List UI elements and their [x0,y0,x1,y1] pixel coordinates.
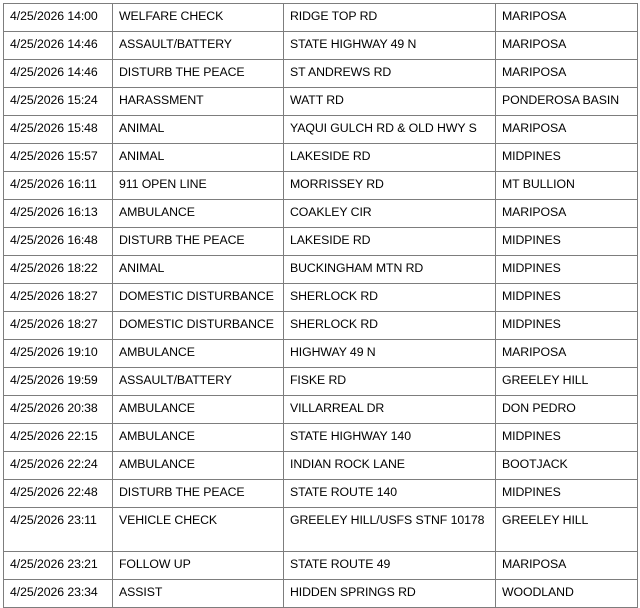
table-row [4,452,638,480]
cell-location: GREELEY HILL/USFS STNF 10178 [284,508,496,552]
cell-datetime: 4/25/2026 22:24 [4,452,113,480]
cell-call-type: ANIMAL [113,116,284,144]
cell-call-type: AMBULANCE [113,424,284,452]
table-row [4,312,638,340]
cell-call-type: 911 OPEN LINE [113,172,284,200]
cell-call-type: ANIMAL [113,256,284,284]
cell-location: FISKE RD [284,368,496,396]
cell-area: MARIPOSA [496,60,638,88]
cell-call-type: AMBULANCE [113,452,284,480]
cell-area: GREELEY HILL [496,508,638,552]
cell-location: SHERLOCK RD [284,312,496,340]
cell-location: SHERLOCK RD [284,284,496,312]
cell-call-type: DOMESTIC DISTURBANCE [113,284,284,312]
cell-location: STATE ROUTE 49 [284,552,496,580]
cell-area: MIDPINES [496,284,638,312]
cell-datetime: 4/25/2026 19:10 [4,340,113,368]
cell-location: LAKESIDE RD [284,228,496,256]
cell-call-type: DISTURB THE PEACE [113,60,284,88]
cell-datetime: 4/25/2026 23:34 [4,580,113,608]
cell-area: MARIPOSA [496,4,638,32]
call-log-table [3,3,638,608]
cell-call-type: AMBULANCE [113,200,284,228]
cell-call-type: WELFARE CHECK [113,4,284,32]
cell-location: HIDDEN SPRINGS RD [284,580,496,608]
cell-datetime: 4/25/2026 18:27 [4,312,113,340]
cell-area: MARIPOSA [496,552,638,580]
table-row [4,480,638,508]
cell-area: MARIPOSA [496,200,638,228]
cell-location: STATE HIGHWAY 49 N [284,32,496,60]
cell-datetime: 4/25/2026 18:27 [4,284,113,312]
cell-location: COAKLEY CIR [284,200,496,228]
cell-location: WATT RD [284,88,496,116]
cell-area: MIDPINES [496,480,638,508]
cell-area: DON PEDRO [496,396,638,424]
cell-datetime: 4/25/2026 15:48 [4,116,113,144]
cell-area: GREELEY HILL [496,368,638,396]
cell-datetime: 4/25/2026 20:38 [4,396,113,424]
cell-datetime: 4/25/2026 18:22 [4,256,113,284]
cell-location: STATE ROUTE 140 [284,480,496,508]
table-row [4,228,638,256]
cell-area: MIDPINES [496,312,638,340]
table-row [4,144,638,172]
cell-location: VILLARREAL DR [284,396,496,424]
cell-area: MIDPINES [496,228,638,256]
cell-location: RIDGE TOP RD [284,4,496,32]
table-row [4,4,638,32]
cell-datetime: 4/25/2026 19:59 [4,368,113,396]
table-row [4,284,638,312]
cell-datetime: 4/25/2026 16:48 [4,228,113,256]
cell-area: MIDPINES [496,144,638,172]
cell-area: MARIPOSA [496,32,638,60]
table-row [4,368,638,396]
cell-datetime: 4/25/2026 23:11 [4,508,113,552]
cell-call-type: ASSAULT/BATTERY [113,32,284,60]
table-row [4,116,638,144]
cell-area: MIDPINES [496,256,638,284]
table-row [4,172,638,200]
cell-datetime: 4/25/2026 14:00 [4,4,113,32]
table-row [4,580,638,608]
cell-location: YAQUI GULCH RD & OLD HWY S [284,116,496,144]
cell-datetime: 4/25/2026 14:46 [4,32,113,60]
cell-datetime: 4/25/2026 23:21 [4,552,113,580]
cell-location: LAKESIDE RD [284,144,496,172]
cell-location: BUCKINGHAM MTN RD [284,256,496,284]
table-row [4,508,638,552]
cell-call-type: AMBULANCE [113,396,284,424]
cell-datetime: 4/25/2026 14:46 [4,60,113,88]
table-row [4,552,638,580]
cell-datetime: 4/25/2026 15:57 [4,144,113,172]
table-row [4,256,638,284]
table-row [4,32,638,60]
table-row [4,88,638,116]
cell-area: MT BULLION [496,172,638,200]
cell-datetime: 4/25/2026 22:48 [4,480,113,508]
cell-area: MIDPINES [496,424,638,452]
cell-call-type: HARASSMENT [113,88,284,116]
cell-area: BOOTJACK [496,452,638,480]
cell-location: MORRISSEY RD [284,172,496,200]
cell-area: MARIPOSA [496,340,638,368]
cell-call-type: FOLLOW UP [113,552,284,580]
table-row [4,60,638,88]
cell-area: WOODLAND [496,580,638,608]
cell-call-type: AMBULANCE [113,340,284,368]
table-row [4,424,638,452]
cell-call-type: VEHICLE CHECK [113,508,284,552]
table-row [4,340,638,368]
cell-datetime: 4/25/2026 16:13 [4,200,113,228]
cell-area: MARIPOSA [496,116,638,144]
cell-location: ST ANDREWS RD [284,60,496,88]
cell-area: PONDEROSA BASIN [496,88,638,116]
cell-call-type: DISTURB THE PEACE [113,480,284,508]
cell-datetime: 4/25/2026 22:15 [4,424,113,452]
cell-call-type: ANIMAL [113,144,284,172]
cell-datetime: 4/25/2026 16:11 [4,172,113,200]
table-row [4,396,638,424]
cell-call-type: DISTURB THE PEACE [113,228,284,256]
cell-location: INDIAN ROCK LANE [284,452,496,480]
cell-call-type: ASSIST [113,580,284,608]
cell-datetime: 4/25/2026 15:24 [4,88,113,116]
call-log-body [4,4,638,608]
cell-call-type: DOMESTIC DISTURBANCE [113,312,284,340]
cell-location: HIGHWAY 49 N [284,340,496,368]
table-row [4,200,638,228]
cell-location: STATE HIGHWAY 140 [284,424,496,452]
cell-call-type: ASSAULT/BATTERY [113,368,284,396]
